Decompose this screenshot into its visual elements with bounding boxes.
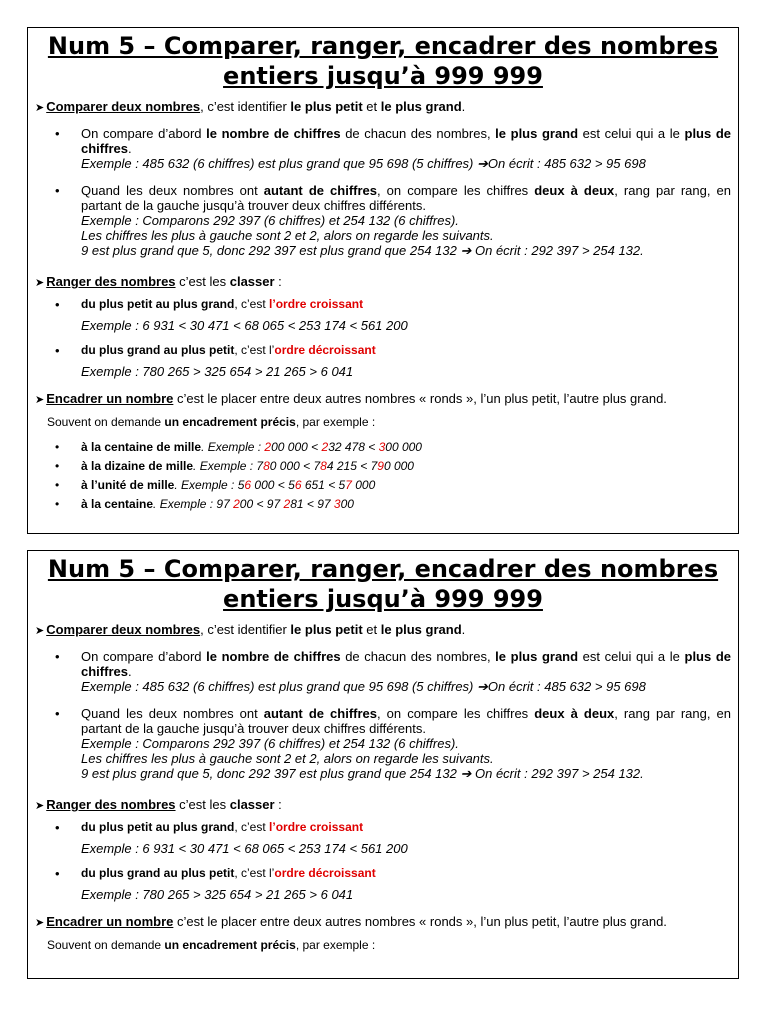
arrowhead-bullet-icon: ➤ xyxy=(35,394,45,406)
title-line-2: entiers jusqu’à 999 999 xyxy=(223,585,543,613)
title-line-1: Num 5 – Comparer, ranger, encadrer des nombres xyxy=(47,32,719,60)
compare-example-1: Exemple : 485 632 (6 chiffres) est plus grand que 95 698 (5 chiffres) ➔On écrit : 485 632 > 95 698 xyxy=(81,679,646,694)
ranger-decroissant: • du plus grand au plus petit, c’est l’ordre décroissant xyxy=(35,866,731,881)
compare-example-2-line-3: 9 est plus grand que 5, donc 292 397 est plus grand que 254 132 ➔ On écrit : 292 397 > 254 132. xyxy=(81,766,644,781)
right-arrow-icon: ➔ xyxy=(477,679,488,694)
encadrer-lead: Souvent on demande un encadrement précis, par exemple : xyxy=(47,938,376,952)
ranger-croissant-example: Exemple : 6 931 < 30 471 < 68 065 < 253 174 < 561 200 xyxy=(81,318,408,333)
compare-heading: ➤ Comparer deux nombres, c’est identifier le plus petit et le plus grand. xyxy=(35,99,466,114)
card-title xyxy=(35,31,731,91)
title-line-1: Num 5 – Comparer, ranger, encadrer des nombres xyxy=(47,555,719,583)
right-arrow-icon: ➔ xyxy=(477,156,488,171)
compare-example-2-line-1: Exemple : Comparons 292 397 (6 chiffres) et 254 132 (6 chiffres). xyxy=(81,736,459,751)
encadrer-item-centaine: • à la centaine. Exemple : 97 200 < 97 281 < 97 300 xyxy=(35,496,731,512)
compare-bullet-1: • On compare d’abord le nombre de chiffres de chacun des nombres, le plus grand est celui qui a le plus de chiffres. Exemple : 485 632 (6 chiffres) est plus grand que 95 698 (5 chiffres) ➔On écrit : 485 632 > 95 698 xyxy=(35,649,731,694)
title-line-2: entiers jusqu’à 999 999 xyxy=(223,62,543,90)
encadrer-item-dizaine-de-mille: • à la dizaine de mille. Exemple : 780 000 < 784 215 < 790 000 xyxy=(35,458,731,474)
ranger-decroissant-example: Exemple : 780 265 > 325 654 > 21 265 > 6 041 xyxy=(81,364,354,379)
arrowhead-bullet-icon: ➤ xyxy=(35,102,45,114)
ranger-croissant-example: Exemple : 6 931 < 30 471 < 68 065 < 253 174 < 561 200 xyxy=(81,841,408,856)
ranger-croissant: • du plus petit au plus grand, c’est l’ordre croissant xyxy=(35,297,731,312)
section-encadrer xyxy=(35,391,731,512)
encadrer-heading: ➤ Encadrer un nombre c’est le placer entre deux autres nombres « ronds », l’un plus petit, l’autre plus grand. xyxy=(35,914,667,929)
card-title xyxy=(35,554,731,614)
right-arrow-icon: ➔ xyxy=(460,766,472,781)
compare-example-1: Exemple : 485 632 (6 chiffres) est plus grand que 95 698 (5 chiffres) ➔On écrit : 485 632 > 95 698 xyxy=(81,156,646,171)
compare-example-2-line-3: 9 est plus grand que 5, donc 292 397 est plus grand que 254 132 ➔ On écrit : 292 397 > 254 132. xyxy=(81,243,644,258)
compare-bullet-1: • On compare d’abord le nombre de chiffres de chacun des nombres, le plus grand est celui qui a le plus de chiffres. Exemple : 485 632 (6 chiffres) est plus grand que 95 698 (5 chiffres) ➔On écrit : 485 632 > 95 698 xyxy=(35,126,731,171)
arrowhead-bullet-icon: ➤ xyxy=(35,277,45,289)
section-ranger xyxy=(35,274,731,379)
ranger-heading: ➤ Ranger des nombres c’est les classer : xyxy=(35,797,282,812)
ranger-decroissant-example: Exemple : 780 265 > 325 654 > 21 265 > 6 041 xyxy=(81,887,354,902)
arrowhead-bullet-icon: ➤ xyxy=(35,917,45,929)
right-arrow-icon: ➔ xyxy=(460,243,472,258)
section-compare xyxy=(35,99,731,258)
ranger-croissant: • du plus petit au plus grand, c’est l’ordre croissant xyxy=(35,820,731,835)
ranger-decroissant: • du plus grand au plus petit, c’est l’ordre décroissant xyxy=(35,343,731,358)
compare-example-2-line-2: Les chiffres les plus à gauche sont 2 et 2, alors on regarde les suivants. xyxy=(81,751,494,766)
compare-bullet-2: • Quand les deux nombres ont autant de chiffres, on compare les chiffres deux à deux, rang par rang, en partant de la gauche jusqu’à trouver deux chiffres différents. Exemple : Comparons 292 397 (6 chiffres) et 254 132 (6 chiffres). Les chiffres les plus à gauche sont 2 et 2, alors on regarde les suivants. 9 est plus grand que 5, donc 292 397 est plus grand que 254 132 ➔ On écrit : 292 397 > 254 132. xyxy=(35,183,731,258)
section-ranger xyxy=(35,797,731,902)
encadrer-item-unite-de-mille: • à l’unité de mille. Exemple : 56 000 < 56 651 < 57 000 xyxy=(35,477,731,493)
encadrer-heading: ➤ Encadrer un nombre c’est le placer entre deux autres nombres « ronds », l’un plus petit, l’autre plus grand. xyxy=(35,391,667,406)
compare-bullet-2: • Quand les deux nombres ont autant de chiffres, on compare les chiffres deux à deux, rang par rang, en partant de la gauche jusqu’à trouver deux chiffres différents. Exemple : Comparons 292 397 (6 chiffres) et 254 132 (6 chiffres). Les chiffres les plus à gauche sont 2 et 2, alors on regarde les suivants. 9 est plus grand que 5, donc 292 397 est plus grand que 254 132 ➔ On écrit : 292 397 > 254 132. xyxy=(35,706,731,781)
compare-heading: ➤ Comparer deux nombres, c’est identifier le plus petit et le plus grand. xyxy=(35,622,466,637)
section-encadrer xyxy=(35,914,731,953)
section-compare xyxy=(35,622,731,781)
encadrer-lead: Souvent on demande un encadrement précis, par exemple : xyxy=(47,415,376,429)
compare-example-2-line-1: Exemple : Comparons 292 397 (6 chiffres) et 254 132 (6 chiffres). xyxy=(81,213,459,228)
encadrer-item-centaine-de-mille: • à la centaine de mille. Exemple : 200 000 < 232 478 < 300 000 xyxy=(35,439,731,455)
lesson-card-1 xyxy=(27,27,739,534)
compare-example-2-line-2: Les chiffres les plus à gauche sont 2 et 2, alors on regarde les suivants. xyxy=(81,228,494,243)
ranger-heading: ➤ Ranger des nombres c’est les classer : xyxy=(35,274,282,289)
arrowhead-bullet-icon: ➤ xyxy=(35,800,45,812)
lesson-card-2 xyxy=(27,550,739,979)
arrowhead-bullet-icon: ➤ xyxy=(35,625,45,637)
